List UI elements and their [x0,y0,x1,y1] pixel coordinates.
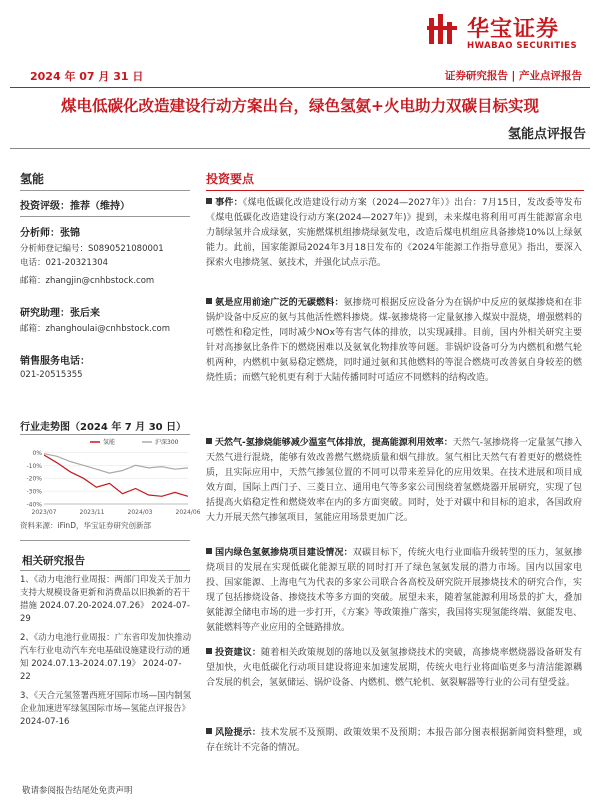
x-tick-label: 2024/03 [127,509,153,516]
analyst-email[interactable]: 邮箱：zhangjin@cnhbstock.com [20,276,155,286]
related-report-item[interactable]: 2、《动力电池行业周报：广东省印发加快推动汽车行业电动汽车充电基础设施建设行动的通知 2024.07.13-2024.07.19》 2024-07-22 [20,633,192,682]
bullet-icon [206,648,212,654]
brand-name-en: HWABAO SECURITIES [467,41,578,51]
divider [20,570,190,571]
paragraph-heading: 投资建议： [215,648,262,658]
paragraph-heading: 风险提示： [215,728,262,738]
divider [206,190,584,191]
legend-label: 沪深300 [155,439,179,446]
legend-label: 氢能 [103,439,116,446]
bullet-icon [206,198,212,204]
y-tick-label: -30% [26,488,42,496]
industry-name: 氢能 [20,172,45,186]
divider [20,216,190,217]
paragraph-text: 双碳目标下，传统火电行业面临升级转型的压力，氢氨掺烧项目的发展在实现低碳化能源互联的同时打开了绿色氢氨发展的潜力市场。国内以国家电投、国家能源、上海电气为代表的多家公司联合各高校及研究院开展掺烧技术的研究合作，实现了包括掺烧设备、掺烧技术等多方面的突破。展望未来，随着氢能源利用场景的扩大，叠加氨能源全储电市场的进一步打开，《方案》等政策推广落实，我国将实现氢能终端、氨能发电、氨能燃料等产业应用的全链路排放。 [206,548,582,633]
key-point-paragraph [206,646,582,691]
chart-source: 资料来源：iFinD，华宝证券研究创新部 [20,521,151,530]
report-title: 煤电低碳化改造建设行动方案出台，绿色氢氨+火电助力双碳目标实现 [61,96,539,115]
sales-label: 销售服务电话： [20,356,90,367]
key-point-paragraph [206,436,582,526]
report-subtitle: 氢能点评报告 [507,127,586,142]
related-report-item[interactable]: 3、《天合元氢签署西班牙国际市场—国内制氢企业加速进军绿氢国际市场—氢能点评报告》 2024-07-16 [20,691,192,727]
bullet-icon [206,438,212,444]
x-tick-label: 2024/06 [175,509,201,516]
divider [10,148,590,149]
sales-phone: 021-20515355 [20,370,83,380]
divider [20,190,190,191]
y-tick-label: 0% [32,449,42,457]
paragraph-text: 天然气-氢掺烧将一定量氢气掺入天然气进行混烧，能够有效改善燃气燃烧质量和烟气排放。氢气相比天然气有着更好的燃烧性质，且实际应用中，天然气掺氢位置的不同可以带来差异化的应用效果。在技术进展和项目成效方面，国际上西门子、三菱日立、通用电气等多家公司围绕着氢燃烧器开展研究，实现了包括提高火焰稳定性和燃烧效率在内的多方面突破。同时，处于对碳中和目标的追求，各国政府大力开展天然气掺氢项目，氢能应用场景更加广泛。 [206,438,582,523]
key-points-title: 投资要点 [206,172,255,186]
paragraph-heading: 氨是应用前途广泛的无碳燃料： [215,298,344,308]
paragraph-text: 随着相关政策规划的落地以及氨氢掺烧技术的突破，高掺烧率燃烧器设备研发有望加快，火电低碳化行动项目建设将迎来加速发展期，传统火电行业将面临更多与清洁能源耦合发展的机会，氢氨储运、锅炉设备、内燃机、燃气轮机、氨裂解器等行业的公司有望受益。 [206,648,582,688]
bullet-icon [206,298,212,304]
analyst-cert: 分析师登记编号：S0890521080001 [20,244,164,254]
related-report-item[interactable]: 1、《动力电池行业周报：两部门印发关于加力支持大规模设备更新和消费品以旧换新的若干措施 2024.07.20-2024.07.26》 2024-07-29 [20,575,192,624]
header-bar [10,66,590,88]
paragraph-heading: 事件： [215,198,243,208]
analyst-name: 分析师：张锦 [20,228,80,239]
paragraph-heading: 天然气-氢掺烧能够减少温室气体排放，提高能源利用效率： [215,438,453,448]
assistant-email[interactable]: 邮箱：zhanghoulai@cnhbstock.com [20,324,171,334]
report-date: 2024 年 07 月 31 日 [30,70,144,83]
key-point-paragraph [206,546,582,636]
analyst-phone: 电话：021-20321304 [20,258,109,268]
paragraph-text: 技术发展不及预期、政策效果不及预期；本报告部分图表根据新闻资料整理，或存在统计不完备的情况。 [206,728,582,753]
key-point-paragraph [206,196,582,271]
paragraph-text: 氨掺烧可根据反应设备分为在锅炉中反应的氨煤掺烧和在非锅炉设备中反应的氨与其他活性燃料掺烧。煤-氨掺烧将一定量氨掺入煤炭中混烧，增强燃料的可燃性和稳定性，同时减少NOx等有害气体的排放，以实现减排。目前，国内外相关研究主要针对高掺氨比条件下的燃烧困难以及氨氧化物排放等问题。非锅炉设备可分为内燃机和燃气轮机两种，内燃机中氨易稳定燃烧，同时通过氨和其他燃料的等混合燃烧可改善氨自身较差的燃烧性质；而燃气轮机更有利于大陆传播同时可适应不同燃料的结构改造。 [206,298,582,383]
report-category: 证券研究报告 | 产业点评报告 [444,70,582,82]
paragraph-text: 《煤电低碳化改造建设行动方案（2024—2027年）》出台：7月15日，发改委等发布《煤电低碳化改造建设行动方案(2024—2027年)》提到，未来煤电将利用可再生能源富余电力制绿氢并合成绿氨，实施燃煤机组掺烧绿氨发电，改造后煤电机组应具备掺烧10%以上绿氨能力。此前，国家能源局2024年3月18日发布的《2024年能源工作指导意见》指出，要深入探索火电掺烧氢、氨技术，并强化试点示范。 [206,198,582,268]
industry-trend-chart [20,438,201,518]
brand-name-cn: 华宝证券 [467,17,560,42]
y-tick-label: -40% [26,501,42,509]
series-line-hydrogen [44,455,188,496]
series-line-csi300 [44,454,188,473]
paragraph-heading: 国内绿色氢氨掺烧项目建设情况： [215,548,353,558]
assistant-name: 研究助理：张后来 [20,308,100,319]
key-point-paragraph [206,296,582,386]
chart-title: 行业走势图（2024 年 7 月 30 日） [20,422,187,433]
brand-logo [427,10,587,56]
divider [20,540,190,541]
bullet-icon [206,548,212,554]
disclaimer: 敬请参阅报告结尾处免责声明 [22,786,133,796]
bullet-icon [206,728,212,734]
key-point-paragraph [206,726,582,756]
brand-mark-icon [427,12,457,46]
related-reports-title: 相关研究报告 [22,555,85,567]
y-tick-label: -10% [26,462,42,470]
x-tick-label: 2023/11 [79,509,105,516]
investment-rating: 投资评级：推荐（维持） [20,201,130,212]
x-tick-label: 2023/07 [31,509,57,516]
y-tick-label: -20% [26,475,42,483]
divider [20,434,190,435]
